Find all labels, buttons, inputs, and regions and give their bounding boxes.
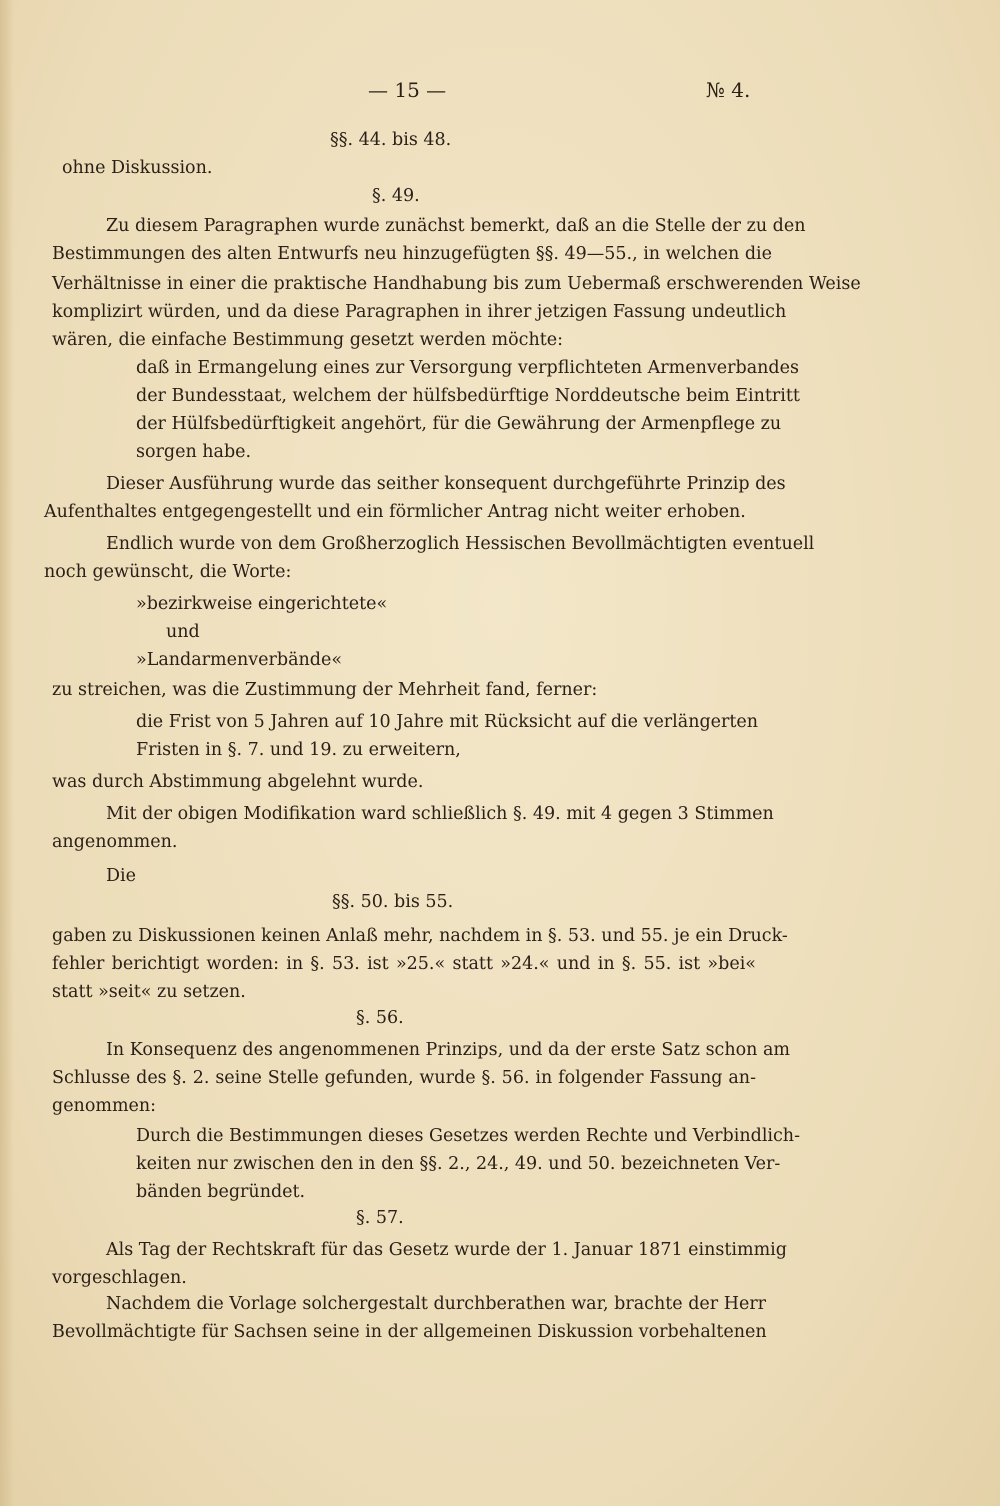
text-line: wären, die einfache Bestimmung gesetzt werden möchte: bbox=[52, 330, 564, 350]
text-line: was durch Abstimmung abgelehnt wurde. bbox=[52, 772, 424, 792]
text-line: vorgeschlagen. bbox=[52, 1268, 187, 1288]
quoted-word: »Landarmenverbände« bbox=[136, 650, 343, 670]
quoted-line: keiten nur zwischen den in den §§. 2., 24., 49. und 50. bezeichneten Ver- bbox=[136, 1154, 781, 1174]
text-line: gaben zu Diskussionen keinen Anlaß mehr, nachdem in §. 53. und 55. je ein Druck- bbox=[52, 926, 788, 946]
text-line: Bevollmächtigte für Sachsen seine in der allgemeinen Diskussion vorbehaltenen bbox=[52, 1322, 767, 1342]
quoted-line: der Hülfsbedürftigkeit angehört, für die Gewährung der Armenpflege zu bbox=[136, 414, 782, 434]
text-line: komplizirt würden, und da diese Paragraphen in ihrer jetzigen Fassung undeutlich bbox=[52, 302, 787, 322]
text-line: ohne Diskussion. bbox=[62, 158, 213, 178]
text-line: Mit der obigen Modifikation ward schließlich §. 49. mit 4 gegen 3 Stimmen bbox=[106, 804, 774, 824]
text-line: In Konsequenz des angenommenen Prinzips, und da der erste Satz schon am bbox=[106, 1040, 791, 1060]
quoted-line: Fristen in §. 7. und 19. zu erweitern, bbox=[136, 740, 461, 760]
section-heading: §. 57. bbox=[356, 1208, 404, 1228]
text-line: Verhältnisse in einer die praktische Handhabung bis zum Uebermaß erschwerenden Weise bbox=[52, 274, 861, 294]
page-edge-shadow bbox=[0, 0, 14, 1506]
text-line: Als Tag der Rechtskraft für das Gesetz wurde der 1. Januar 1871 einstimmig bbox=[106, 1240, 787, 1260]
text-line: Bestimmungen des alten Entwurfs neu hinzugefügten §§. 49—55., in welchen die bbox=[52, 244, 772, 264]
text-line: Die bbox=[106, 866, 136, 886]
quoted-line: die Frist von 5 Jahren auf 10 Jahre mit Rücksicht auf die verlängerten bbox=[136, 712, 759, 732]
section-heading: §§. 50. bis 55. bbox=[332, 892, 454, 912]
page-number: — 15 — bbox=[368, 78, 447, 102]
quoted-line: Durch die Bestimmungen dieses Gesetzes werden Rechte und Verbindlich- bbox=[136, 1126, 800, 1146]
text-line: Schlusse des §. 2. seine Stelle gefunden, wurde §. 56. in folgender Fassung an- bbox=[52, 1068, 756, 1088]
quoted-line: sorgen habe. bbox=[136, 442, 252, 462]
text-line: und bbox=[166, 622, 200, 642]
section-heading: §. 56. bbox=[356, 1008, 404, 1028]
text-line: angenommen. bbox=[52, 832, 178, 852]
text-line: genommen: bbox=[52, 1096, 157, 1116]
text-line: noch gewünscht, die Worte: bbox=[44, 562, 292, 582]
quoted-word: »bezirkweise eingerichtete« bbox=[136, 594, 388, 614]
section-heading: §§. 44. bis 48. bbox=[330, 130, 452, 150]
text-line: Endlich wurde von dem Großherzoglich Hessischen Bevollmächtigten eventuell bbox=[106, 534, 815, 554]
quoted-line: daß in Ermangelung eines zur Versorgung verpflichteten Armenverbandes bbox=[136, 358, 799, 378]
page-header bbox=[0, 74, 1000, 114]
text-line: Aufenthaltes entgegengestellt und ein förmlicher Antrag nicht weiter erhoben. bbox=[44, 502, 746, 522]
text-line: fehler berichtigt worden: in §. 53. ist »25.« statt »24.« und in §. 55. ist »bei« bbox=[52, 954, 756, 974]
document-number: № 4. bbox=[706, 78, 751, 102]
quoted-line: der Bundesstaat, welchem der hülfsbedürftige Norddeutsche beim Eintritt bbox=[136, 386, 800, 406]
text-line: statt »seit« zu setzen. bbox=[52, 982, 246, 1002]
text-line: Zu diesem Paragraphen wurde zunächst bemerkt, daß an die Stelle der zu den bbox=[106, 216, 806, 236]
text-line: Nachdem die Vorlage solchergestalt durchberathen war, brachte der Herr bbox=[106, 1294, 767, 1314]
quoted-line: bänden begründet. bbox=[136, 1182, 306, 1202]
section-heading: §. 49. bbox=[372, 186, 420, 206]
text-line: Dieser Ausführung wurde das seither konsequent durchgeführte Prinzip des bbox=[106, 474, 786, 494]
text-line: zu streichen, was die Zustimmung der Mehrheit fand, ferner: bbox=[52, 680, 598, 700]
